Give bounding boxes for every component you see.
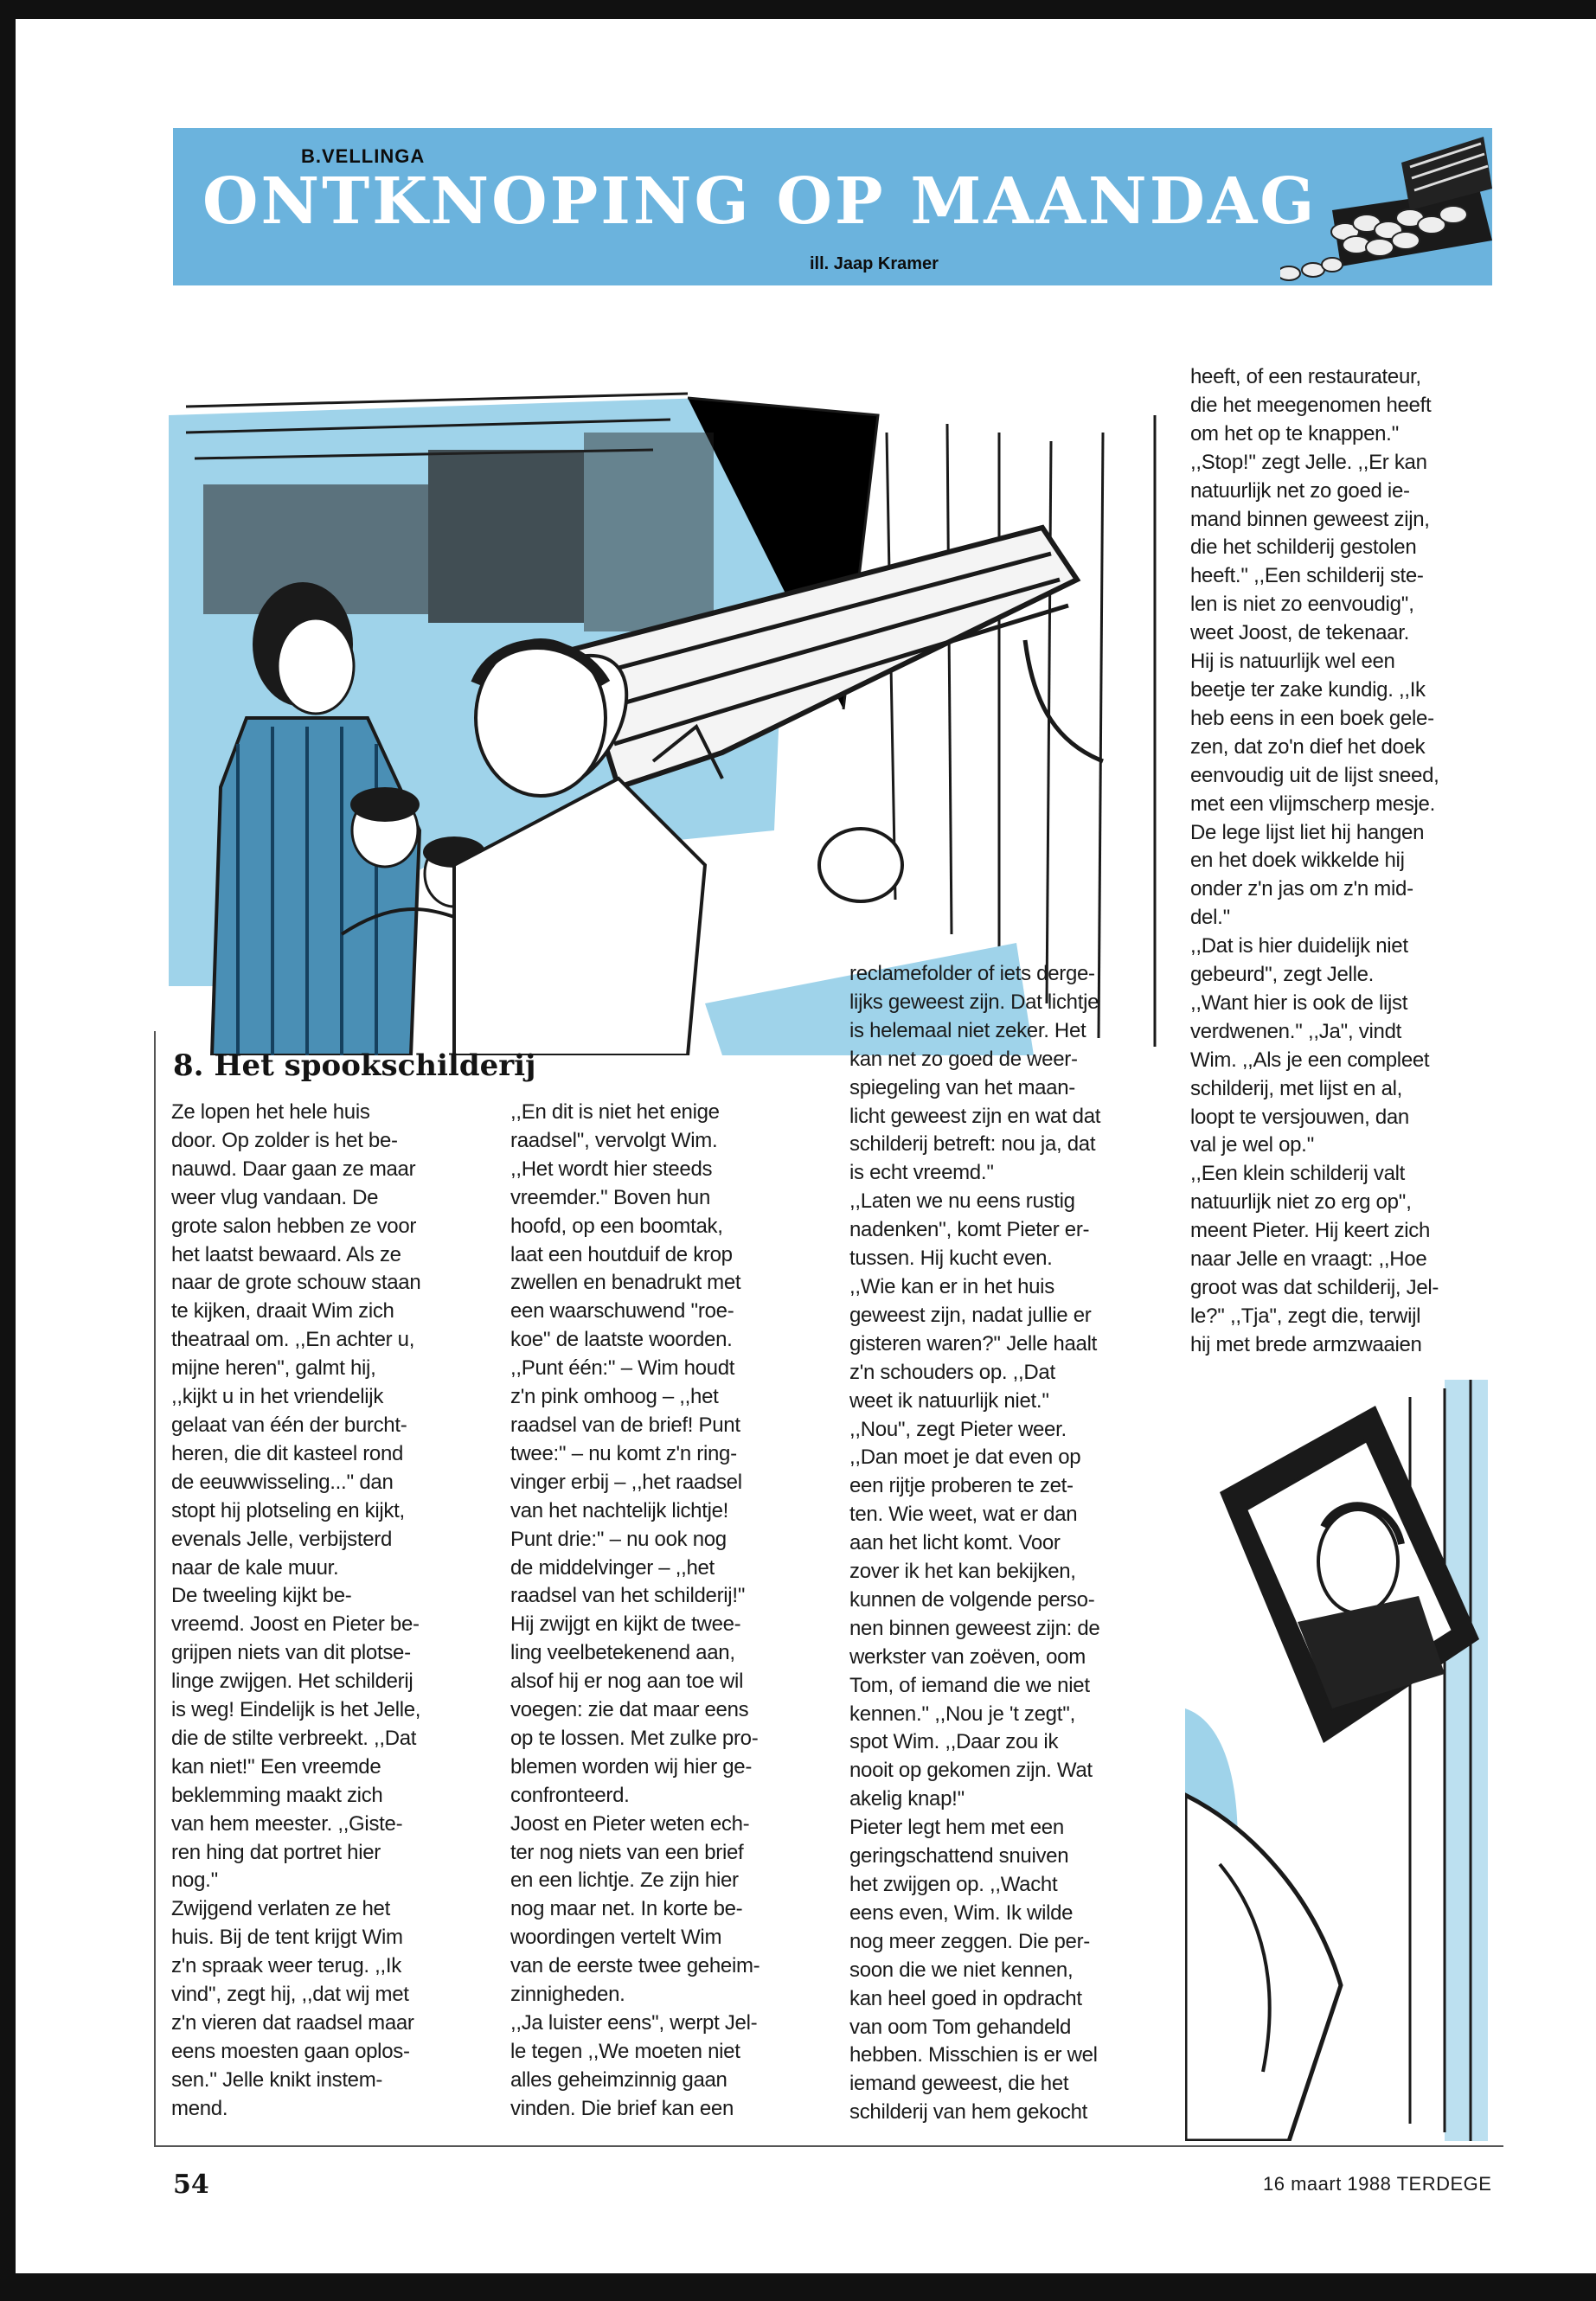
text-line: eens moesten gaan oplos-	[171, 2039, 410, 2063]
text-line: licht geweest zijn en wat dat	[849, 1104, 1101, 1128]
text-line: van hem meester. ,,Giste-	[171, 1811, 403, 1836]
text-line: eenvoudig uit de lijst sneed,	[1190, 763, 1439, 787]
text-line: z'n spraak weer terug. ,,Ik	[171, 1954, 401, 1978]
text-column-2	[510, 1099, 760, 2124]
text-line: ,,Een klein schilderij valt	[1190, 1162, 1406, 1186]
text-line: van het nachtelijk lichtje!	[510, 1498, 729, 1522]
text-line: heb eens in een boek gele-	[1190, 706, 1434, 730]
text-line: ten. Wie weet, wat er dan	[849, 1503, 1078, 1527]
text-line: heeft.'' ,,Een schilderij ste-	[1190, 564, 1424, 588]
text-column-3	[849, 960, 1100, 2127]
text-line: grijpen niets van dit plotse-	[171, 1641, 411, 1665]
text-line: nog meer zeggen. Die per-	[849, 1929, 1090, 1953]
title-banner	[173, 128, 1492, 285]
text-line: mijne heren'', galmt hij,	[171, 1356, 376, 1381]
text-line: verdwenen.'' ,,Ja'', vindt	[1190, 1019, 1401, 1043]
text-line: door. Op zolder is het be-	[171, 1128, 398, 1152]
text-line: om het op te knappen.''	[1190, 421, 1400, 445]
text-line: zinnigheden.	[510, 1983, 625, 2007]
text-line: ,,Stop!'' zegt Jelle. ,,Er kan	[1190, 450, 1427, 474]
text-line: z'n vieren dat raadsel maar	[171, 2011, 414, 2035]
text-line: meent Pieter. Hij keert zich	[1190, 1219, 1431, 1243]
text-line: ,,Dan moet je dat even op	[849, 1445, 1081, 1470]
chapter-heading: 8. Het spookschilderij	[173, 1048, 536, 1083]
text-line: loopt te versjouwen, dan	[1190, 1105, 1409, 1129]
text-line: heeft, of een restaurateur,	[1190, 365, 1421, 388]
story-title: ONTKNOPING OP MAANDAG	[202, 164, 1317, 239]
text-line: ,,Laten we nu eens rustig	[849, 1189, 1075, 1214]
text-line: de middelvinger – ,,het	[510, 1555, 715, 1580]
text-line: laat een houtduif de krop	[510, 1242, 733, 1266]
main-illustration	[169, 381, 1189, 1055]
text-line: en een lichtje. Ze zijn hier	[510, 1868, 739, 1893]
text-line: ,,Het wordt hier steeds	[510, 1157, 713, 1181]
text-column-1	[171, 1099, 420, 2124]
text-line: ,,Want hier is ook de lijst	[1190, 990, 1408, 1015]
text-line: natuurlijk niet zo erg op'',	[1190, 1190, 1412, 1215]
text-line: geweest zijn, nadat jullie er	[849, 1303, 1092, 1327]
text-line: ,,kijkt u in het vriendelijk	[171, 1385, 384, 1409]
text-line: len is niet zo eenvoudig'',	[1190, 593, 1414, 617]
text-line: groot was dat schilderij, Jel-	[1190, 1276, 1439, 1299]
text-line: ling veelbetekenend aan,	[510, 1641, 735, 1665]
illustrator-credit: ill. Jaap Kramer	[810, 254, 939, 273]
text-line: schilderij betreft: nou ja, dat	[849, 1132, 1096, 1157]
text-line: Zwijgend verlaten ze het	[171, 1897, 390, 1921]
text-line: Wim. ,,Als je een compleet	[1190, 1048, 1430, 1072]
text-line: en het doek wikkelde hij	[1190, 849, 1405, 873]
text-line: grote salon hebben ze voor	[171, 1214, 417, 1238]
text-line: spot Wim. ,,Daar zou ik	[849, 1730, 1059, 1754]
text-line: schilderij van hem gekocht	[849, 2100, 1088, 2125]
text-line: nooit op gekomen zijn. Wat	[849, 1759, 1093, 1783]
text-line: Hij zwijgt en kijkt de twee-	[510, 1612, 741, 1637]
text-line: de eeuwwisseling...'' dan	[171, 1470, 394, 1494]
text-line: gisteren waren?'' Jelle haalt	[849, 1331, 1097, 1356]
text-line: zwellen en benadrukt met	[510, 1271, 741, 1295]
text-line: eens even, Wim. Ik wilde	[849, 1900, 1074, 1925]
text-line: die de stilte verbreekt. ,,Dat	[171, 1726, 417, 1750]
text-line: lijks geweest zijn. Dat lichtje	[849, 990, 1099, 1014]
text-line: aan het licht komt. Voor	[849, 1531, 1061, 1555]
text-line: van de eerste twee geheim-	[510, 1954, 760, 1978]
scan-border-bottom	[0, 2273, 1596, 2301]
text-line: ,,Dat is hier duidelijk niet	[1190, 934, 1408, 958]
text-line: een waarschuwend ''roe-	[510, 1299, 734, 1324]
text-line: is echt vreemd.''	[849, 1161, 994, 1185]
text-line: stopt hij plotseling en kijkt,	[171, 1498, 405, 1522]
text-line: ,,Punt één:'' – Wim houdt	[510, 1356, 735, 1381]
text-line: weer vlug vandaan. De	[171, 1185, 379, 1209]
text-line: kan niet!'' Een vreemde	[171, 1754, 381, 1779]
text-line: is helemaal niet zeker. Het	[849, 1018, 1086, 1042]
text-line: woordingen vertelt Wim	[510, 1926, 722, 1950]
text-line: iemand geweest, die het	[849, 2072, 1069, 2096]
text-line: huis. Bij de tent krijgt Wim	[171, 1926, 403, 1950]
text-line: kan heel goed in opdracht	[849, 1986, 1082, 2010]
text-line: kunnen de volgende perso-	[849, 1587, 1095, 1612]
column-rule-horizontal	[154, 2145, 1503, 2147]
text-line: sen.'' Jelle knikt instem-	[171, 2067, 383, 2092]
text-line: heren, die dit kasteel rond	[171, 1441, 404, 1465]
text-line: hoofd, op een boomtak,	[510, 1214, 723, 1238]
text-line: De tweeling kijkt be-	[171, 1584, 352, 1608]
text-line: nauwd. Daar gaan ze maar	[171, 1157, 416, 1181]
text-line: ,,Ja luister eens'', werpt Jel-	[510, 2011, 758, 2035]
text-line: die het schilderij gestolen	[1190, 535, 1417, 560]
text-line: Tom, of iemand die we niet	[849, 1673, 1090, 1697]
text-line: te kijken, draait Wim zich	[171, 1299, 394, 1324]
text-line: gelaat van één der burcht-	[171, 1413, 407, 1437]
text-line: is weg! Eindelijk is het Jelle,	[171, 1698, 421, 1722]
text-line: zover ik het kan bekijken,	[849, 1560, 1076, 1584]
text-line: kan net zo goed de weer-	[849, 1047, 1078, 1071]
text-line: del.''	[1190, 906, 1231, 930]
text-line: vinger erbij – ,,het raadsel	[510, 1470, 742, 1494]
text-line: ,,Wie kan er in het huis	[849, 1274, 1054, 1298]
text-line: evenals Jelle, verbijsterd	[171, 1527, 392, 1551]
text-line: nadenken'', komt Pieter er-	[849, 1218, 1090, 1242]
text-line: theatraal om. ,,En achter u,	[171, 1328, 415, 1352]
text-line: z'n schouders op. ,,Dat	[849, 1360, 1055, 1384]
text-line: naar Jelle en vraagt: ,,Hoe	[1190, 1247, 1427, 1272]
text-line: Ze lopen het hele huis	[171, 1100, 370, 1124]
text-line: werkster van zoëven, oom	[849, 1644, 1086, 1669]
text-line: nen binnen geweest zijn: de	[849, 1616, 1100, 1640]
text-line: gebeurd'', zegt Jelle.	[1190, 963, 1375, 987]
text-line: le tegen ,,We moeten niet	[510, 2039, 740, 2063]
text-line: confronteerd.	[510, 1783, 630, 1807]
text-line: soon die we niet kennen,	[849, 1958, 1074, 1982]
text-line: nog.''	[171, 1868, 219, 1893]
text-line: vreemd. Joost en Pieter be-	[171, 1612, 420, 1637]
text-line: Punt drie:'' – nu ook nog	[510, 1527, 727, 1551]
text-column-4	[1190, 363, 1439, 1360]
text-line: Hij is natuurlijk wel een	[1190, 650, 1395, 674]
text-line: le?'' ,,Tja'', zegt die, terwijl	[1190, 1304, 1421, 1328]
text-line: naar de kale muur.	[171, 1555, 339, 1580]
text-line: raadsel van het schilderij!''	[510, 1584, 746, 1608]
text-line: ,,En dit is niet het enige	[510, 1100, 720, 1124]
text-line: ,,Nou'', zegt Pieter weer.	[849, 1417, 1067, 1441]
text-line: mand binnen geweest zijn,	[1190, 507, 1430, 531]
text-line: die het meegenomen heeft	[1190, 393, 1432, 417]
text-line: een rijtje proberen te zet-	[849, 1474, 1074, 1498]
text-line: alles geheimzinnig gaan	[510, 2067, 727, 2092]
text-line: weet ik natuurlijk niet.''	[849, 1388, 1049, 1413]
scan-border-left	[0, 0, 16, 2301]
portrait-illustration	[1185, 1380, 1488, 2141]
text-line: voegen: zie dat maar eens	[510, 1698, 749, 1722]
text-line: zen, dat zo'n dief het doek	[1190, 734, 1426, 759]
text-line: naar de grote schouw staan	[171, 1271, 421, 1295]
text-line: schilderij, met lijst en al,	[1190, 1076, 1403, 1100]
text-line: van oom Tom gehandeld	[849, 2015, 1072, 2039]
text-line: linge zwijgen. Het schilderij	[171, 1670, 413, 1694]
text-line: tussen. Hij kucht even.	[849, 1247, 1053, 1271]
text-line: ter nog niets van een brief	[510, 1840, 744, 1864]
text-line: nog maar net. In korte be-	[510, 1897, 743, 1921]
text-line: akelig knap!''	[849, 1787, 965, 1811]
author-name: B.VELLINGA	[301, 145, 426, 167]
treasure-chest-illustration	[1280, 128, 1492, 285]
text-line: beetje ter zake kundig. ,,Ik	[1190, 677, 1426, 702]
text-line: kennen.'' ,,Nou je 't zegt'',	[849, 1702, 1076, 1726]
text-line: mend.	[171, 2096, 228, 2120]
text-line: met een vlijmscherp mesje.	[1190, 792, 1435, 816]
text-line: beklemming maakt zich	[171, 1783, 383, 1807]
text-line: De lege lijst liet hij hangen	[1190, 820, 1425, 844]
text-line: spiegeling van het maan-	[849, 1075, 1075, 1099]
text-line: koe'' de laatste woorden.	[510, 1328, 733, 1352]
page-number: 54	[173, 2170, 209, 2200]
text-line: ren hing dat portret hier	[171, 1840, 381, 1864]
text-line: z'n pink omhoog – ,,het	[510, 1385, 719, 1409]
text-line: raadsel van de brief! Punt	[510, 1413, 740, 1437]
text-line: vinden. Die brief kan een	[510, 2096, 734, 2120]
text-line: onder z'n jas om z'n mid-	[1190, 877, 1413, 901]
text-line: alsof hij er nog aan toe wil	[510, 1670, 744, 1694]
text-line: reclamefolder of iets derge-	[849, 962, 1095, 985]
text-line: val je wel op.''	[1190, 1133, 1315, 1157]
issue-date: 16 maart 1988 TERDEGE	[1263, 2173, 1492, 2195]
scan-border-top	[0, 0, 1596, 19]
text-line: het zwijgen op. ,,Wacht	[849, 1873, 1058, 1896]
text-line: hij met brede armzwaaien	[1190, 1332, 1422, 1356]
text-line: vreemder.'' Boven hun	[510, 1185, 711, 1209]
column-rule-vertical	[154, 1031, 156, 2147]
text-line: vind'', zegt hij, ,,dat wij met	[171, 1983, 409, 2007]
text-line: hebben. Misschien is er wel	[849, 2043, 1098, 2067]
text-line: het laatst bewaard. Als ze	[171, 1242, 401, 1266]
text-line: geringschattend snuiven	[849, 1844, 1069, 1868]
text-line: raadsel'', vervolgt Wim.	[510, 1128, 718, 1152]
text-line: blemen worden wij hier ge-	[510, 1754, 753, 1779]
text-line: op te lossen. Met zulke pro-	[510, 1726, 759, 1750]
text-line: Joost en Pieter weten ech-	[510, 1811, 750, 1836]
text-line: natuurlijk net zo goed ie-	[1190, 478, 1410, 503]
text-line: weet Joost, de tekenaar.	[1190, 621, 1409, 645]
text-line: twee:'' – nu komt z'n ring-	[510, 1441, 737, 1465]
text-line: Pieter legt hem met een	[849, 1816, 1064, 1840]
